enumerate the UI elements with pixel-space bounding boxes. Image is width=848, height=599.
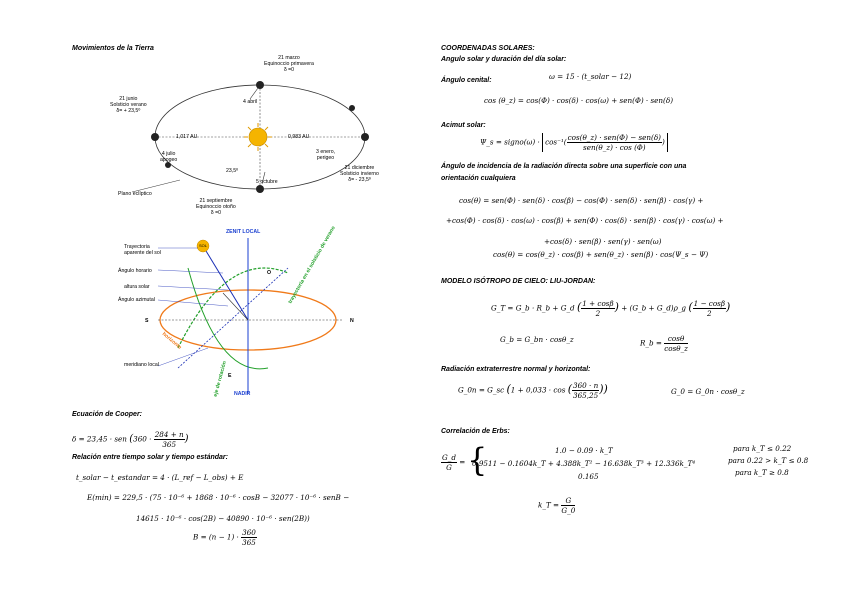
erbs-case-2: 0.9511 − 0.1604k_T + 4.388k_T² − 16.638k_T³ + 12.336k_T⁴ (472, 459, 696, 468)
earth-march (256, 81, 264, 89)
equation-GT: G_T = G_b · R_b + G_d ( $\frac{1 + \cos\beta}{2}$ ) + (G_b + G_d)ρ_g ( $\frac{1 - \cos\beta}{2}$ ) (491, 299, 731, 318)
heading-erbs: Correlación de Erbs: (441, 428, 510, 435)
equation-Gb: G_b = G_bn · cosθ_z (500, 335, 574, 344)
orbit-label-july: 4 julio apogeo (160, 151, 178, 163)
equation-Rb: R_b = $\frac{\cos\theta}{\cos\theta\_z}$ (640, 334, 688, 353)
orbit-label-december: 21 diciembre Solsticio invierno δ= - 23,5º (340, 165, 379, 183)
sky-label-nadir: NADIR (234, 391, 251, 397)
sky-label-eje: eje de rotación (212, 360, 228, 398)
heading-extraterrestre: Radiación extraterrestre normal y horizontal: (441, 366, 591, 373)
equation-E-line1: E(min) = 229,5 · (75 · 10⁻⁶ + 1868 · 10⁻⁶ · cosB − 32077 · 10⁻⁶ · senB − (87, 493, 350, 502)
equation-tsolar: t_solar − t_estandar = 4 · (L_ref − L_obs) + E (76, 473, 244, 482)
heading-angulo-solar: Angulo solar y duración del día solar: (441, 56, 567, 63)
orbit-label-september: 21 septiembre Equinoccio otoño δ =0 (196, 198, 236, 216)
sky-label-zenith: ZENIT LOCAL (226, 229, 261, 235)
equation-incidencia-1: cos(θ) = sen(Φ) · sen(δ) · cos(β) − cos(Φ) · sen(δ) · sen(β) · cos(γ) + (459, 196, 704, 205)
equation-erbs-lhs: $\frac{G\_d}{G}$ = (442, 453, 466, 472)
equation-cooper: δ = 23,45 · sen (360 · $\frac{284 + n}{365}$ ) (72, 430, 189, 449)
heading-cenital: Ángulo cenital: (441, 77, 492, 84)
heading-cooper: Ecuación de Cooper: (72, 411, 143, 418)
earth-september (256, 185, 264, 193)
orbit-label-aphelion: 1,017 AU (176, 134, 198, 140)
orbit-label-october: 5 octubre (256, 179, 278, 185)
equation-B: B = (n − 1) · $\frac{360}{365}$ (193, 528, 256, 547)
heading-coordenadas: COORDENADAS SOLARES: (441, 45, 535, 52)
orbit-label-plane: Plano eclíptico (118, 191, 152, 197)
equation-incidencia-2: +cos(Φ) · cos(δ) · cos(ω) · cos(β) + sen(Φ) · cos(δ) · sen(β) · cos(γ) · cos(ω) + (446, 216, 724, 225)
erbs-cond-3: para k_T ≥ 0.8 (735, 468, 789, 477)
earth-december (361, 133, 369, 141)
heading-acimut: Acimut solar: (441, 122, 486, 129)
heading-modelo: MODELO ISÓTROPO DE CIELO: LIU-JORDAN: (441, 278, 596, 285)
equation-G0: G_0 = G_0n · cosθ_z (671, 387, 745, 396)
sky-label-sun: SOL (199, 243, 208, 248)
orbit-label-january: 3 enero, perigeo (316, 149, 336, 161)
lower-path (188, 268, 268, 369)
heading-relacion: Relación entre tiempo solar y tiempo estándar: (72, 454, 228, 461)
orbit-label-tilt: 23,5º (226, 168, 238, 174)
sky-label-azimutal: Ángulo azimutal (118, 297, 155, 303)
sun-ray (203, 246, 248, 320)
sky-label-altura: altura solar (124, 284, 150, 290)
erbs-case-1: 1.0 − 0.09 · k_T (555, 446, 613, 455)
sky-label-angulo-horario: Ángulo horario (118, 268, 152, 274)
erbs-brace: { (467, 441, 488, 479)
equation-incidencia-4: cos(θ) = cos(θ_z) · cos(β) + sen(θ_z) · sen(β) · cos(Ψ_s − Ψ) (493, 250, 709, 259)
orbit-label-perihelion: 0,983 AU (288, 134, 310, 140)
sky-label-east: E (228, 373, 232, 379)
equation-kt: k_T = $\frac{G}{G\_0}$ (538, 496, 576, 515)
earth-june (151, 133, 159, 141)
erbs-cond-1: para k_T ≤ 0.22 (733, 444, 792, 453)
erbs-case-3: 0.165 (578, 472, 599, 481)
sky-label-north: N (350, 318, 354, 324)
heading-incidencia-1: Ángulo de incidencia de la radiación directa sobre una superficie con una (441, 163, 687, 170)
equation-G0n: G_0n = G_sc (1 + 0,033 · cos ( $\frac{360 \cdot n}{365,25}$ )) (458, 381, 608, 400)
sky-label-trayectoria: Trayectoria aparente del sol (124, 244, 161, 256)
sky-label-horizonte: horizonte (160, 331, 183, 351)
equation-acimut: Ψ_s = signo(ω) · cos⁻¹( $\frac{\text{cos(θ\_z) · sen(Φ) − sen(δ)}}{\text{sen(θ\_z) · cos (Φ)}}$ ) (480, 133, 668, 152)
erbs-cond-2: para 0.22 > k_T ≤ 0.8 (728, 456, 809, 465)
heading-movimientos: Movimientos de la Tierra (72, 45, 154, 52)
heading-incidencia-2: orientación cualquiera (441, 175, 516, 182)
orbit-label-june: 21 junio Solsticio verano δ= + 23,5º (110, 96, 147, 114)
earth-january (349, 105, 355, 111)
equation-cenital: cos (θ_z) = cos(Φ) · cos(δ) · cos(ω) + sen(Φ) · sen(δ) (484, 96, 673, 105)
sky-label-meridiano: meridiano local (124, 362, 159, 368)
equation-E-line2: 14615 · 10⁻⁶ · cos(2B) − 40890 · 10⁻⁶ · sen(2B)) (136, 514, 310, 523)
sky-label-ecuador: trayectoria en el solsticio de verano (287, 225, 337, 305)
equation-omega: ω = 15 · (t_solar − 12) (549, 72, 632, 81)
sky-label-west: O (267, 270, 272, 276)
sun-path (178, 268, 288, 348)
orbit-label-april: 4 abril (243, 99, 258, 105)
equation-incidencia-3: +cos(δ) · sen(β) · sen(γ) · sen(ω) (544, 237, 662, 246)
orbit-label-march: 21 marzo Equinoccio primavera δ =0 (264, 55, 314, 73)
sky-label-south: S (145, 318, 149, 324)
